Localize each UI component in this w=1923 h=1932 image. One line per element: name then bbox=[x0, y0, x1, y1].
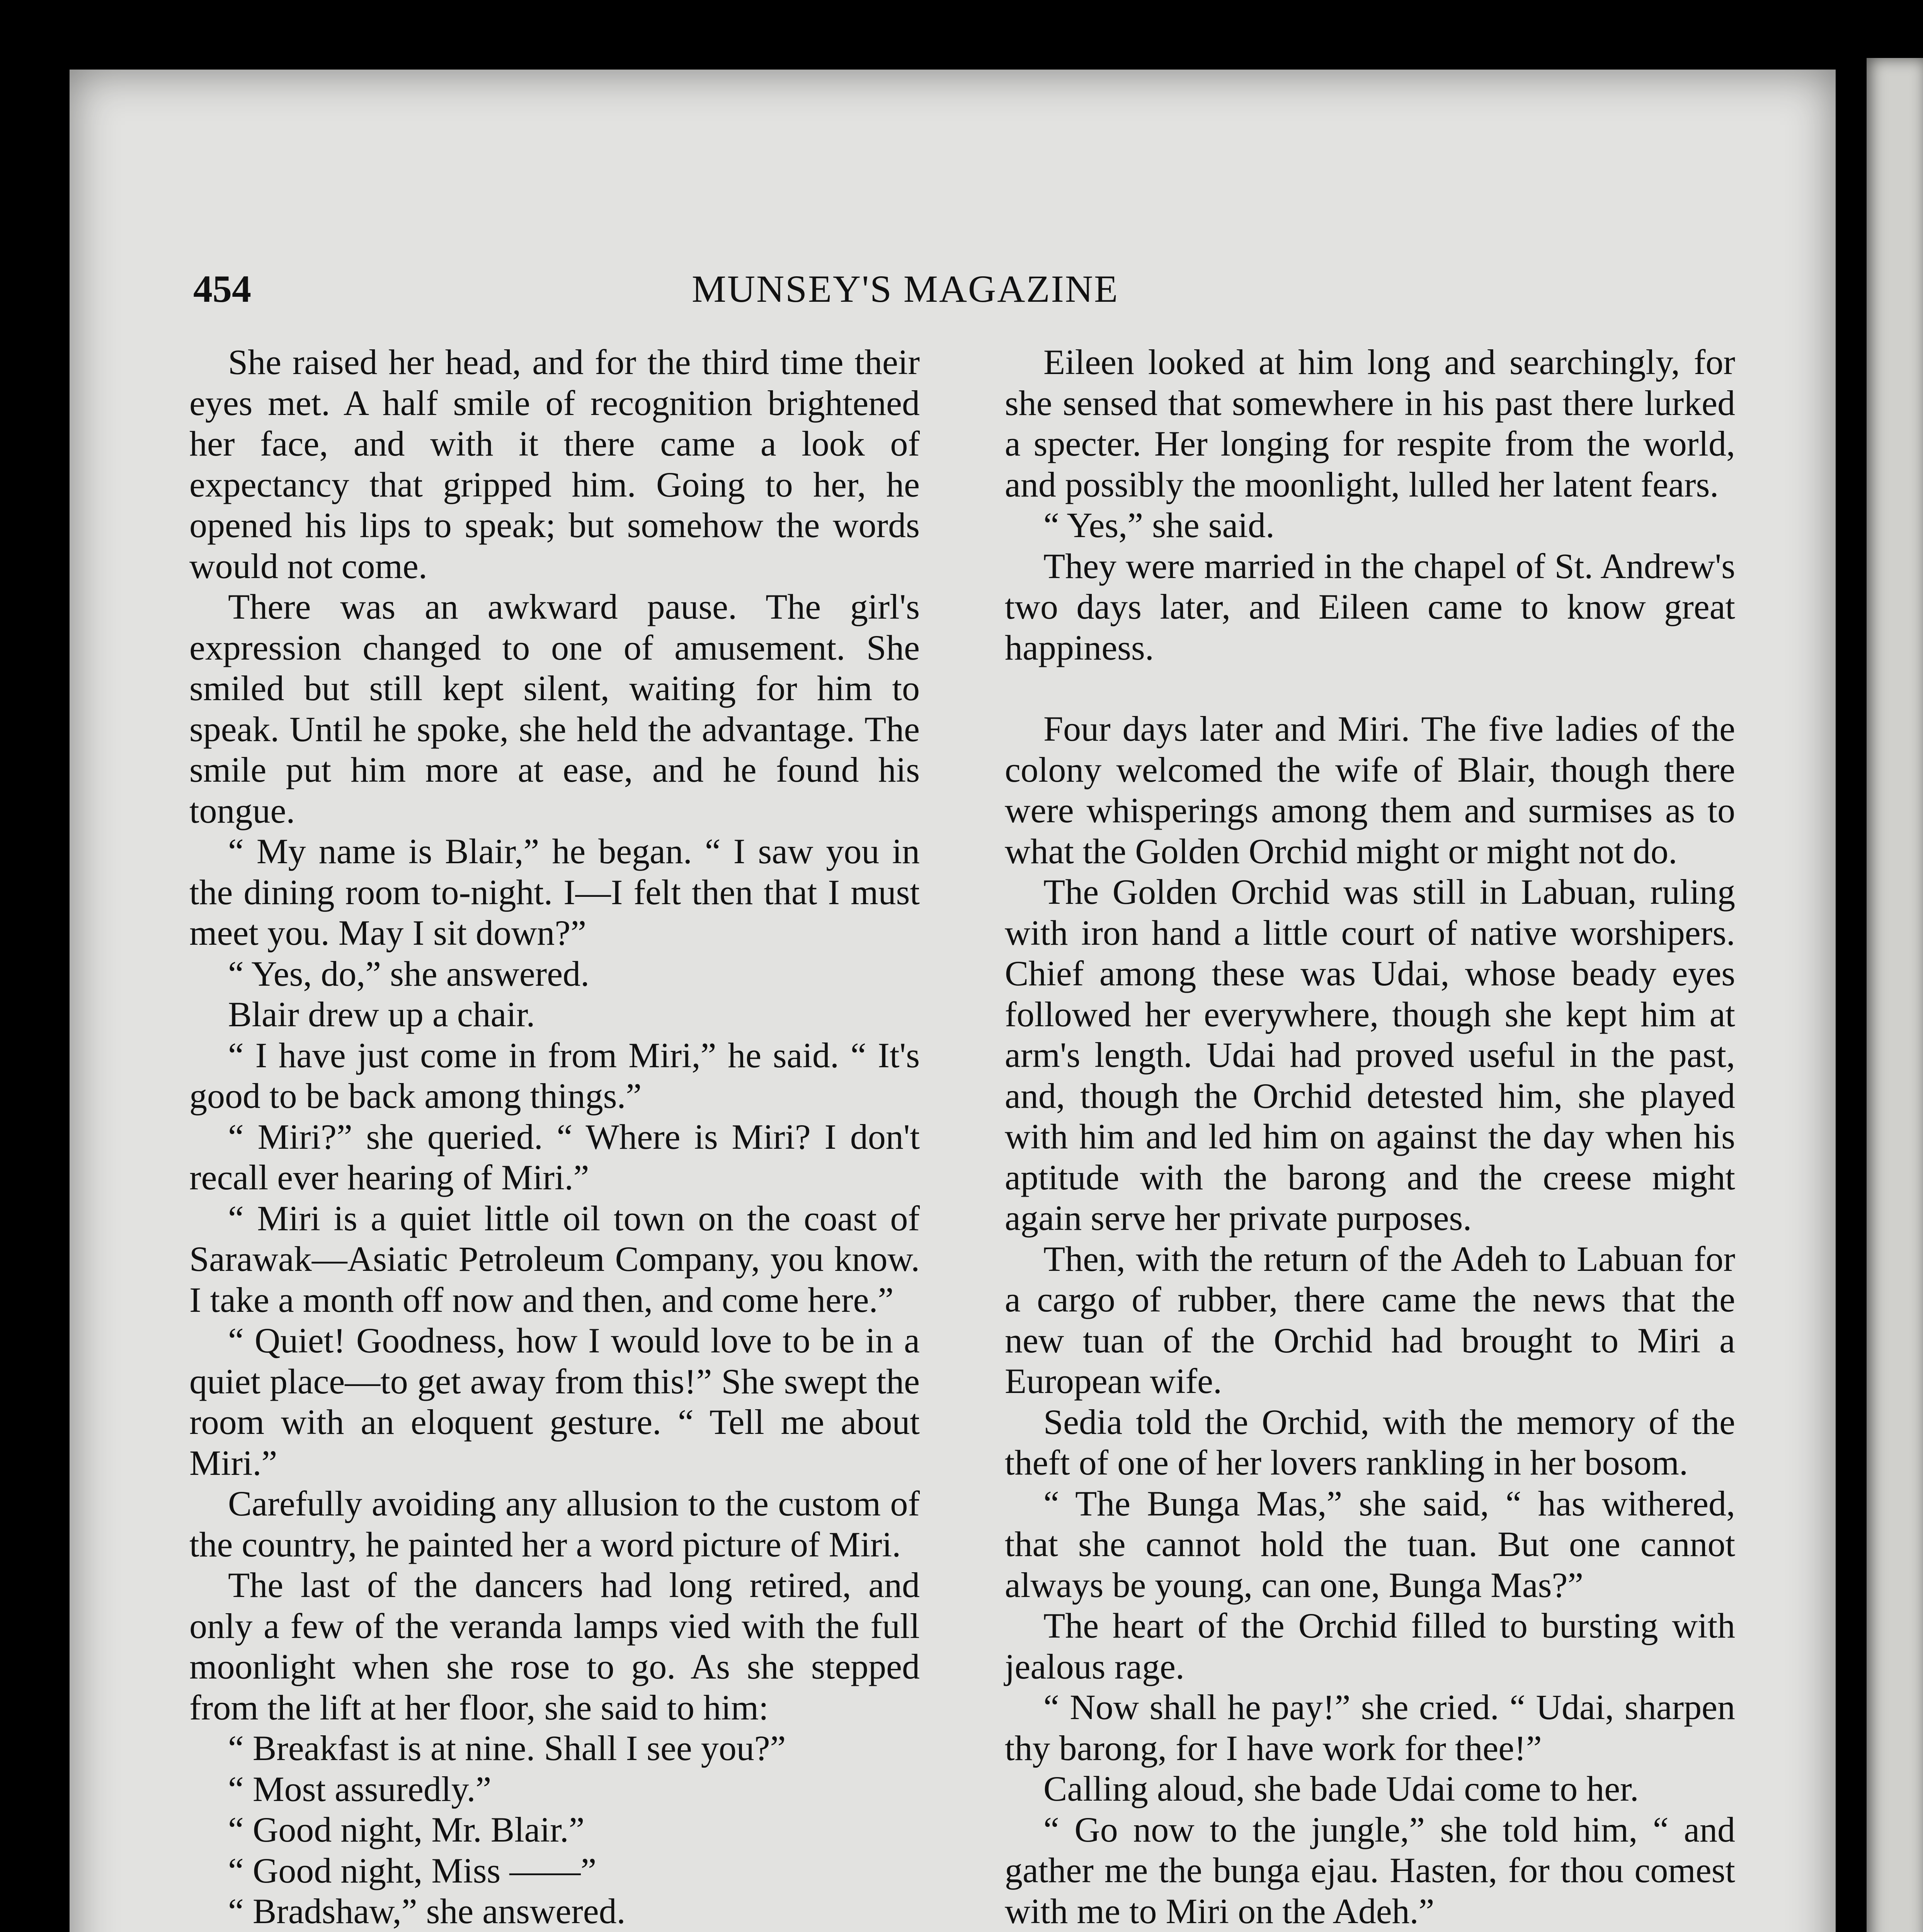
page-header bbox=[193, 267, 1708, 321]
paragraph: “ Miri is a quiet little oil town on the coast of Sarawak—Asiatic Petroleum Company, you know. I take a month off now and then, and come here.” bbox=[189, 1198, 920, 1320]
paragraph: Then, with the return of the Adeh to Labuan for a cargo of rubber, there came the news that the new tuan of the Orchid had brought to Miri a European wife. bbox=[1005, 1239, 1735, 1401]
paragraph: There was an awkward pause. The girl's expression changed to one of amusement. She smiled but still kept silent, waiting for him to speak. Until he spoke, she held the advantage. The smile put him more at ease, and he found his tongue. bbox=[189, 587, 920, 830]
paragraph: Sedia told the Orchid, with the memory of the theft of one of her lovers rankling in her bosom. bbox=[1005, 1402, 1735, 1482]
facing-page-edge bbox=[1867, 58, 1923, 1932]
paragraph: “ Bradshaw,” she answered. bbox=[228, 1891, 626, 1931]
paragraph: “ Yes,” she said. bbox=[1043, 505, 1275, 545]
paragraph: Carefully avoiding any allusion to the custom of the country, he painted her a word picture of Miri. bbox=[189, 1484, 920, 1564]
paragraph: “ Most assuredly.” bbox=[228, 1769, 492, 1809]
paragraph: “ Good night, Miss ——” bbox=[228, 1850, 597, 1890]
paragraph: The Golden Orchid was still in Labuan, ruling with iron hand a little court of native worshipers. Chief among these was Udai, whose beady eyes followed her everywhere, though she kept him at arm's length. Udai had proved useful in the past, and, though the Orchid detested him, she played with him and led him on against the day when his aptitude with the barong and the creese might again serve her private purposes. bbox=[1005, 872, 1735, 1238]
paragraph: “ My name is Blair,” he began. “ I saw you in the dining room to-night. I—I felt then that I must meet you. May I sit down?” bbox=[189, 832, 920, 952]
left-column bbox=[189, 342, 920, 1932]
paragraph: “ Now shall he pay!” she cried. “ Udai, sharpen thy barong, for I have work for thee!” bbox=[1005, 1687, 1735, 1768]
paragraph: “ Yes, do,” she answered. bbox=[228, 954, 590, 993]
paragraph: They were married in the chapel of St. Andrew's two days later, and Eileen came to know great happiness. bbox=[1005, 546, 1735, 667]
paragraph: The last of the dancers had long retired, and only a few of the veranda lamps vied with the full moonlight when she rose to go. As she stepped from the lift at her floor, she said to him: bbox=[189, 1565, 920, 1727]
paragraph: Calling aloud, she bade Udai come to her. bbox=[1043, 1769, 1639, 1808]
paragraph: “ Go now to the jungle,” she told him, “ and gather me the bunga ejau. Hasten, for thou comest with me to Miri on the Adeh.” bbox=[1005, 1810, 1735, 1931]
paragraph: Blair drew up a chair. bbox=[228, 995, 535, 1034]
paragraph: “ I have just come in from Miri,” he said. “ It's good to be back among things.” bbox=[189, 1035, 920, 1116]
paragraph: “ Quiet! Goodness, how I would love to be in a quiet place—to get away from this!” She swept the room with an eloquent gesture. “ Tell me about Miri.” bbox=[189, 1321, 920, 1483]
running-title: MUNSEY'S MAGAZINE bbox=[692, 267, 1119, 310]
paragraph: Four days later and Miri. The five ladies of the colony welcomed the wife of Blair, though there were whisperings among them and surmises as to what the Golden Orchid might or might not do. bbox=[1005, 709, 1735, 871]
paragraph: The heart of the Orchid filled to bursting with jealous rage. bbox=[1005, 1606, 1735, 1686]
right-column bbox=[1005, 342, 1735, 1932]
paragraph: Eileen looked at him long and searchingly, for she sensed that somewhere in his past there lurked a specter. Her longing for respite from the world, and possibly the moonlight, lulled her latent fears. bbox=[1005, 342, 1735, 504]
paragraph: “ The Bunga Mas,” she said, “ has withered, that she cannot hold the tuan. But one cannot always be young, can one, Bunga Mas?” bbox=[1005, 1483, 1735, 1605]
paragraph: “ Breakfast is at nine. Shall I see you?” bbox=[228, 1728, 786, 1768]
paragraph: She raised her head, and for the third time their eyes met. A half smile of recognition brightened her face, and with it there came a look of expectancy that gripped him. Going to her, he opened his lips to speak; but somehow the words would not come. bbox=[189, 342, 920, 586]
page-number: 454 bbox=[193, 267, 251, 310]
paragraph: “ Miri?” she queried. “ Where is Miri? I don't recall ever hearing of Miri.” bbox=[189, 1117, 920, 1197]
paragraph: “ Good night, Mr. Blair.” bbox=[228, 1810, 585, 1849]
